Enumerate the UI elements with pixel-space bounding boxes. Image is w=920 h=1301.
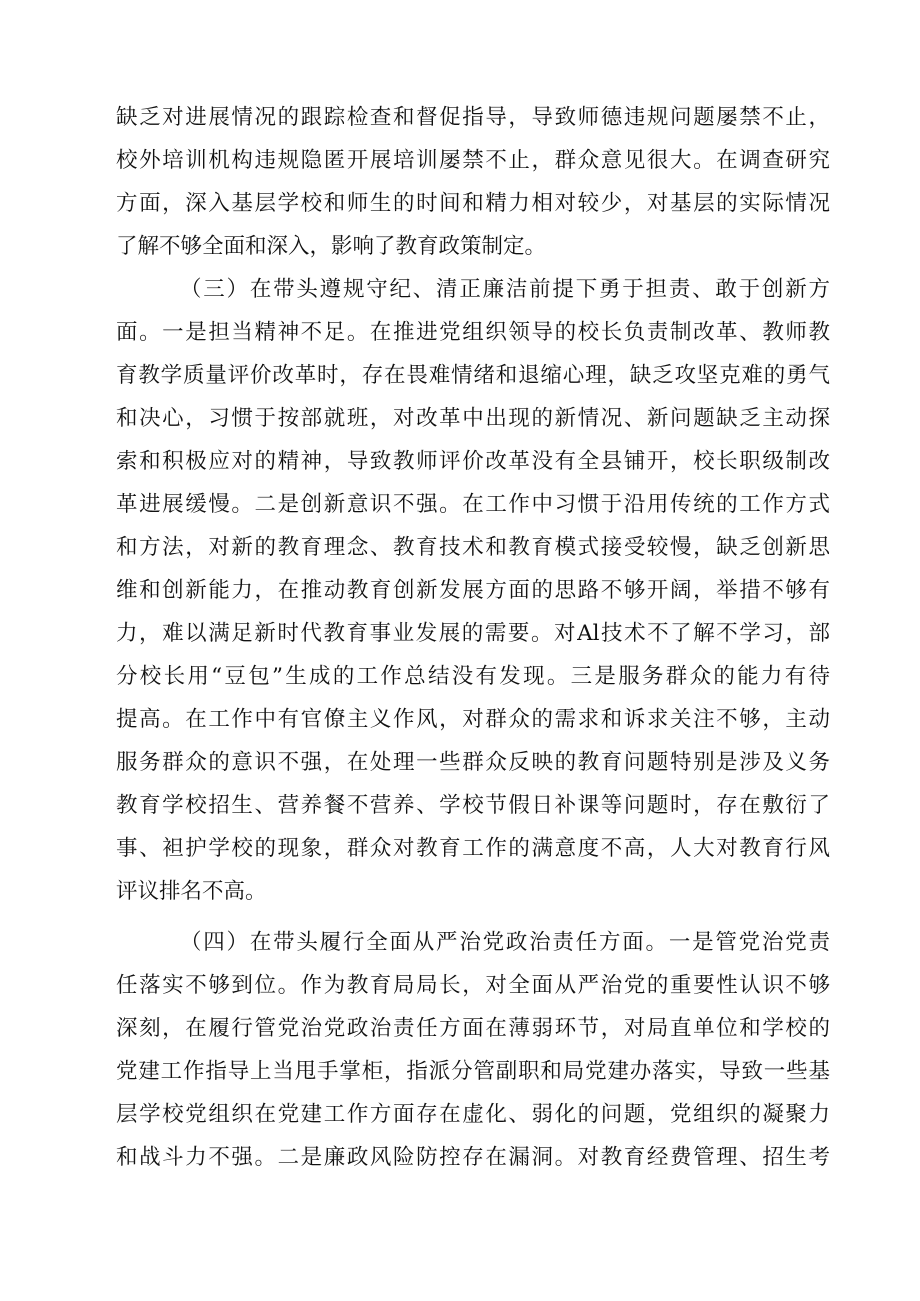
text-line: 教育学校招生、营养餐不营养、学校节假日补课等问题时，存在敷衍了 — [116, 793, 830, 818]
text-line: 分校长用“豆包”生成的工作总结没有发现。三是服务群众的能力有待 — [116, 664, 830, 689]
text-line: 维和创新能力，在推动教育创新发展方面的思路不够开阔，举措不够有 — [116, 578, 830, 603]
text-line: 索和积极应对的精神，导致教师评价改革没有全县铺开，校长职级制改 — [116, 449, 830, 474]
text-line: 评议排名不高。 — [116, 879, 267, 904]
text-line: 力，难以满足新时代教育事业发展的需要。对Al技术不了解不学习，部 — [116, 621, 830, 646]
text-line: 面。一是担当精神不足。在推进党组织领导的校长负责制改革、教师教 — [116, 320, 830, 345]
paragraph-heading-line: （四）在带头履行全面从严治党政治责任方面。一是管党治党责 — [180, 930, 830, 955]
text-line: 和决心，习惯于按部就班，对改革中出现的新情况、新问题缺乏主动探 — [116, 406, 830, 431]
text-line: 和战斗力不强。二是廉政风险防控存在漏洞。对教育经费管理、招生考 — [116, 1145, 830, 1170]
text-line: 任落实不够到位。作为教育局局长，对全面从严治党的重要性认识不够 — [116, 973, 830, 998]
text-line: 党建工作指导上当甩手掌柜，指派分管副职和局党建办落实，导致一些基 — [116, 1059, 830, 1084]
text-line: 提高。在工作中有官僚主义作风，对群众的需求和诉求关注不够，主动 — [116, 707, 830, 732]
text-line: 和方法，对新的教育理念、教育技术和教育模式接受较慢，缺乏创新思 — [116, 535, 830, 560]
text-line: 缺乏对进展情况的跟踪检查和督促指导，导致师德违规问题屡禁不止， — [116, 105, 830, 130]
text-line: 方面，深入基层学校和师生的时间和精力相对较少，对基层的实际情况 — [116, 191, 830, 216]
text-line: 层学校党组织在党建工作方面存在虚化、弱化的问题，党组织的凝聚力 — [116, 1102, 830, 1127]
text-line: 育教学质量评价改革时，存在畏难情绪和退缩心理，缺乏攻坚克难的勇气 — [116, 363, 830, 388]
paragraph-heading-line: （三）在带头遵规守纪、清正廉洁前提下勇于担责、敢于创新方 — [180, 277, 830, 302]
text-line: 校外培训机构违规隐匿开展培训屡禁不止，群众意见很大。在调查研究 — [116, 148, 830, 173]
text-line: 事、袒护学校的现象，群众对教育工作的满意度不高，人大对教育行风 — [116, 836, 830, 861]
text-line: 革进展缓慢。二是创新意识不强。在工作中习惯于沿用传统的工作方式 — [116, 492, 830, 517]
text-line: 服务群众的意识不强，在处理一些群众反映的教育问题特别是涉及义务 — [116, 750, 830, 775]
text-line: 深刻，在履行管党治党政治责任方面在薄弱环节，对局直单位和学校的 — [116, 1016, 830, 1041]
text-line: 了解不够全面和深入，影响了教育政策制定。 — [116, 234, 547, 259]
